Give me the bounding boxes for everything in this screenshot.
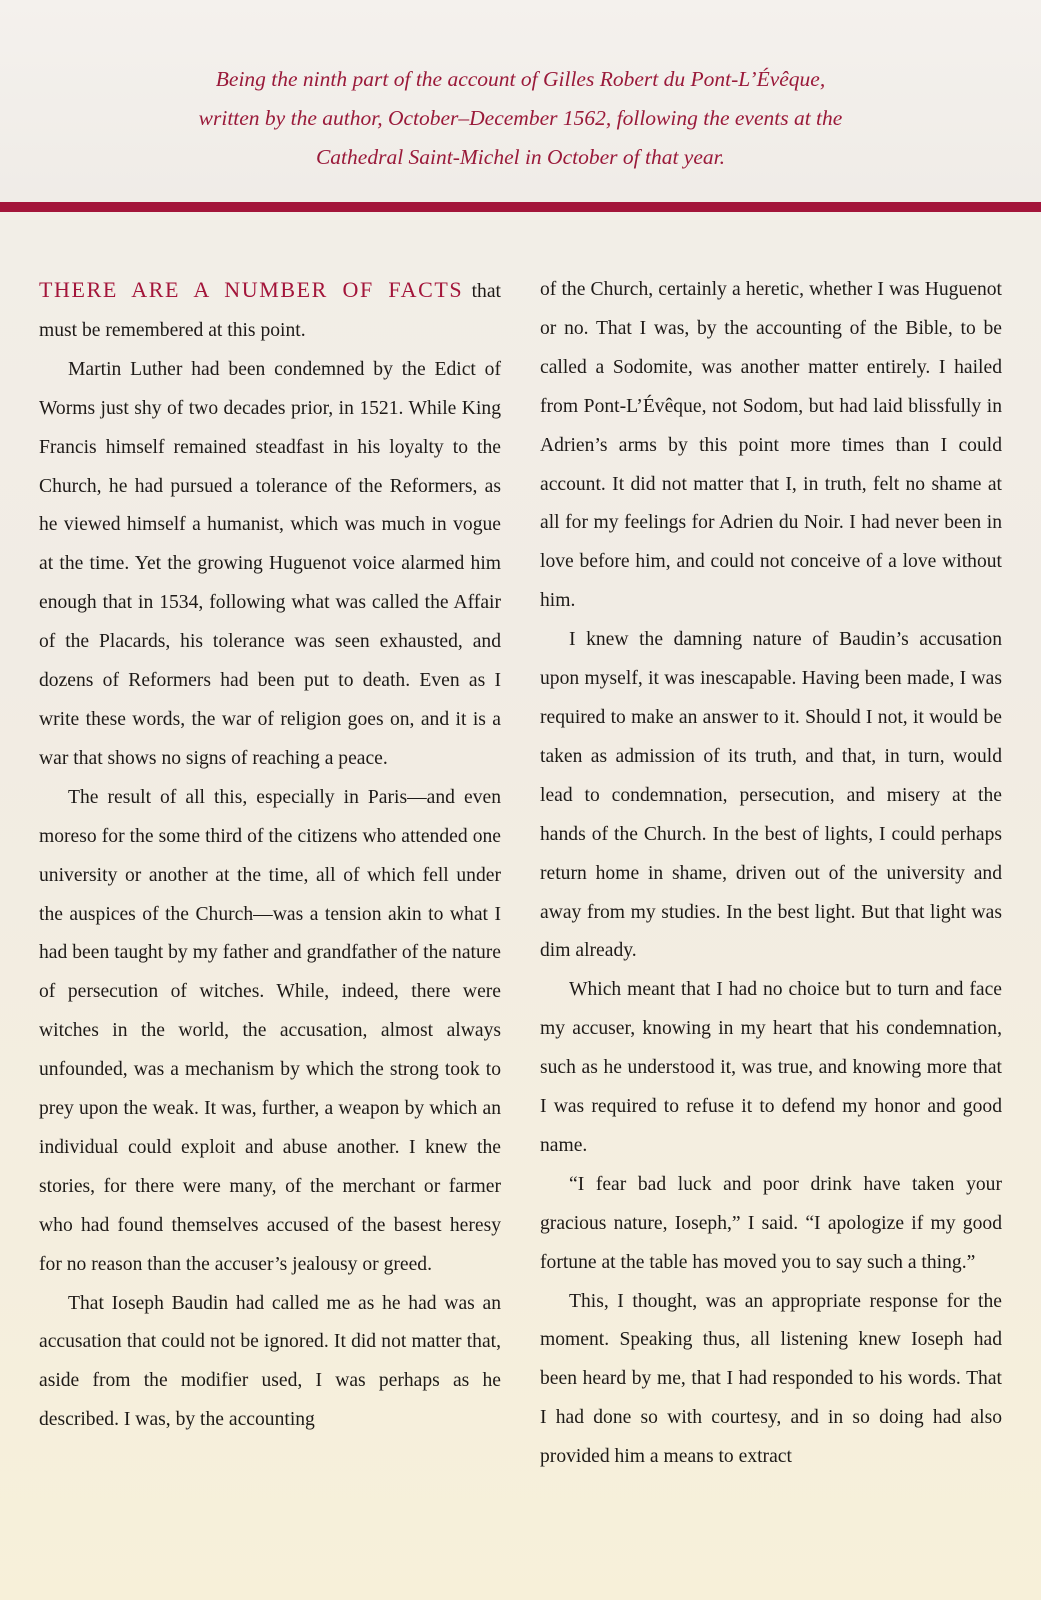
opening-paragraph — [39, 271, 501, 351]
intro-line-1: Being the ninth part of the account of Gilles Robert du Pont-L’Évêque, — [215, 67, 826, 91]
opening-text: that must be remembered at this point. — [39, 281, 501, 341]
paragraph-paris: The result of all this, especially in Paris—and even moreso for the some third of the citizens who attended one university or another at the time, all of which fell under the auspices of the Church—was a tension akin to what I had been taught by my father and grandfather of the nature of persecution of witches. While, indeed, there were witches in the world, the accusation, almost always unfounded, was a mechanism by which the strong took to prey upon the weak. It was, further, a weapon by which an individual could exploit and abuse another. I knew the stories, for there were many, of the merchant or farmer who had found themselves accused of the basest heresy for no reason than the accuser’s jealousy or greed. — [39, 786, 501, 1275]
header-divider — [0, 202, 1041, 212]
paragraph-choice: Which meant that I had no choice but to turn and face my accuser, knowing in my heart that his condemnation, such as he understood it, was true, and knowing more that I was required to refuse it to defend my honor and good name. — [540, 979, 1002, 1156]
paragraph-continued: of the Church, certainly a heretic, whether I was Huguenot or no. That I was, by the accounting of the Bible, to be called a Sodomite, was another matter entirely. I hailed from Pont-L’Évêque, not Sodom, but had laid blissfully in Adrien’s arms by this point more times than I could account. It did not matter that I, in truth, felt no shame at all for my feelings for Adrien du Noir. I had never been in love before him, and could not conceive of a love without him. — [540, 279, 1002, 612]
paragraph-baudin: That Ioseph Baudin had called me as he had was an accusation that could not be ignored. It did not matter that, aside from the modifier used, I was perhaps as he described. I was, by the accounting — [39, 1292, 501, 1431]
paragraph-accusation: I knew the damning nature of Baudin’s accusation upon myself, it was inescapable. Having been made, I was required to make an answer to it. Should I not, it would be taken as admission of its truth, and that, in turn, would lead to condemnation, persecution, and misery at the hands of the Church. In the best of lights, I could perhaps return home in shame, driven out of the university and away from my studies. In the best light. But that light was dim already. — [540, 629, 1002, 962]
lead-in-smallcaps: THERE ARE A NUMBER OF FACTS — [39, 277, 464, 302]
paragraph-response: This, I thought, was an appropriate response for the moment. Speaking thus, all listening knew Ioseph had been heard by me, that I had responded to his words. That I had done so with courtesy, and in so doing had also provided him a means to extract — [540, 1290, 1002, 1468]
intro-text — [120, 60, 921, 177]
intro-line-3: Cathedral Saint-Michel in October of that year. — [315, 145, 726, 169]
right-column — [540, 271, 1002, 1477]
intro-line-2: written by the author, October–December 1562, following the events at the — [198, 106, 843, 130]
left-column — [39, 271, 501, 1440]
paragraph-dialogue: “I fear bad luck and poor drink have taken your gracious nature, Ioseph,” I said. “I apologize if my good fortune at the table has moved you to say such a thing.” — [540, 1173, 1002, 1273]
header-band — [0, 0, 1041, 202]
paragraph-luther: Martin Luther had been condemned by the Edict of Worms just shy of two decades prior, in 1521. While King Francis himself remained steadfast in his loyalty to the Church, he had pursued a tolerance of the Reformers, as he viewed himself a humanist, which was much in vogue at the time. Yet the growing Huguenot voice alarmed him enough that in 1534, following what was called the Affair of the Placards, his tolerance was seen exhausted, and dozens of Reformers had been put to death. Even as I write these words, the war of religion goes on, and it is a war that shows no signs of reaching a peace. — [39, 358, 501, 769]
